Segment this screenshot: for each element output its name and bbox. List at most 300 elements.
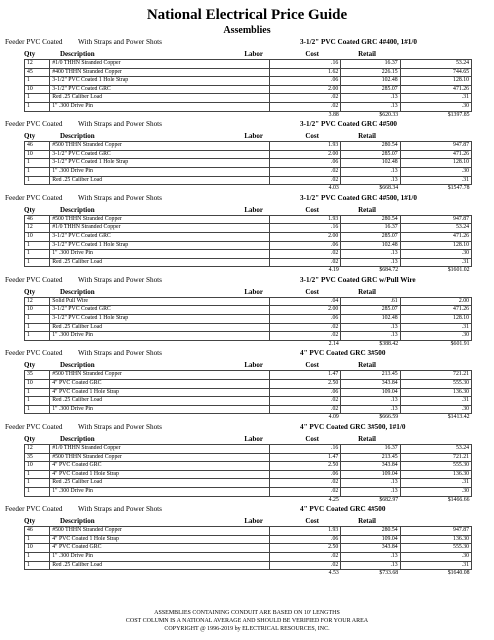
cell-labor: .02 — [270, 250, 341, 259]
cell-labor: 2.00 — [270, 306, 341, 315]
total-labor: 4.25 — [270, 496, 341, 504]
cell-cost: 102.48 — [341, 159, 400, 168]
cell-retail: .30 — [400, 487, 471, 496]
cell-qty: 46 — [25, 142, 50, 151]
header-description: Description — [60, 287, 95, 296]
section-category: Feeder PVC Coated — [5, 193, 63, 202]
total-row — [25, 267, 472, 275]
cell-qty: 12 — [25, 297, 50, 306]
section-category: Feeder PVC Coated — [5, 349, 63, 358]
cell-cost: .13 — [341, 405, 400, 414]
total-spacer — [25, 414, 50, 422]
cell-description: 4" PVC Coated GRC — [50, 380, 270, 389]
total-row — [25, 496, 472, 504]
section-header — [0, 193, 494, 204]
table-row — [25, 487, 472, 496]
cell-description: Red .25 Caliber Load — [50, 479, 270, 488]
cell-qty: 10 — [25, 462, 50, 471]
total-cost: $682.97 — [341, 496, 400, 504]
cell-description: 3-1/2" PVC Coated 1 Hole Strap — [50, 241, 270, 250]
total-retail: $1547.78 — [400, 185, 471, 193]
cell-cost: 109.04 — [341, 535, 400, 544]
cell-qty: 1 — [25, 561, 50, 570]
cell-cost: .13 — [341, 102, 400, 111]
cell-cost: 213.45 — [341, 371, 400, 380]
cell-description: Red .25 Caliber Load — [50, 397, 270, 406]
cell-qty: 10 — [25, 232, 50, 241]
items-table — [24, 444, 472, 504]
table-row — [25, 68, 472, 77]
total-spacer — [25, 340, 50, 348]
section-assembly-name: 3-1/2" PVC Coated GRC w/Pull Wire — [300, 275, 416, 284]
cell-retail: .31 — [400, 397, 471, 406]
cell-description: 4" PVC Coated 1 Hole Strap — [50, 470, 270, 479]
total-cost: $620.33 — [341, 111, 400, 119]
cell-retail: 744.65 — [400, 68, 471, 77]
cell-labor: .02 — [270, 332, 341, 341]
cell-retail: 128.10 — [400, 315, 471, 324]
cell-qty: 45 — [25, 68, 50, 77]
cell-retail: 471.26 — [400, 150, 471, 159]
header-retail: Retail — [358, 287, 376, 296]
column-headers — [0, 130, 494, 141]
total-cost: $388.42 — [341, 340, 400, 348]
cell-labor: .04 — [270, 297, 341, 306]
section-method: With Straps and Power Shots — [78, 193, 162, 202]
total-spacer — [50, 496, 270, 504]
cell-qty: 10 — [25, 544, 50, 553]
total-retail: $1601.02 — [400, 267, 471, 275]
table-row — [25, 479, 472, 488]
header-labor: Labor — [244, 205, 263, 214]
cell-cost: .13 — [341, 167, 400, 176]
cell-qty: 12 — [25, 445, 50, 454]
items-table — [24, 526, 472, 578]
cell-cost: 226.15 — [341, 68, 400, 77]
header-labor: Labor — [244, 50, 263, 58]
section-category: Feeder PVC Coated — [5, 505, 63, 514]
total-row — [25, 111, 472, 119]
total-spacer — [25, 267, 50, 275]
cell-description: #500 THHN Stranded Copper — [50, 527, 270, 536]
cell-labor: .06 — [270, 241, 341, 250]
cell-labor: 1.47 — [270, 371, 341, 380]
cell-cost: 343.84 — [341, 380, 400, 389]
assembly-section — [0, 37, 494, 119]
header-retail: Retail — [358, 132, 376, 141]
cell-retail: 947.87 — [400, 215, 471, 224]
footer-copyright: COPYRIGHT @ 1996-2019 by ELECTRICAL RESOURCES, INC. — [164, 626, 330, 632]
cell-cost: 213.45 — [341, 453, 400, 462]
cell-retail: 721.21 — [400, 371, 471, 380]
cell-retail: .31 — [400, 323, 471, 332]
cell-labor: .02 — [270, 479, 341, 488]
header-labor: Labor — [244, 361, 263, 370]
cell-qty: 1 — [25, 250, 50, 259]
assembly-section — [0, 275, 494, 349]
cell-qty: 1 — [25, 397, 50, 406]
cell-labor: .16 — [270, 60, 341, 69]
header-labor: Labor — [244, 435, 263, 443]
section-header — [0, 348, 494, 359]
cell-qty: 1 — [25, 535, 50, 544]
total-spacer — [25, 111, 50, 119]
items-table — [24, 141, 472, 193]
cell-description: 1" .300 Drive Pin — [50, 102, 270, 111]
section-category: Feeder PVC Coated — [5, 275, 63, 284]
cell-labor: .02 — [270, 397, 341, 406]
table-row — [25, 232, 472, 241]
cell-qty: 1 — [25, 258, 50, 267]
cell-retail: .31 — [400, 479, 471, 488]
table-row — [25, 142, 472, 151]
cell-qty: 1 — [25, 176, 50, 185]
cell-description: Solid Pull Wire — [50, 297, 270, 306]
table-row — [25, 323, 472, 332]
table-row — [25, 371, 472, 380]
cell-labor: .02 — [270, 561, 341, 570]
cell-description: #500 THHN Stranded Copper — [50, 371, 270, 380]
table-row — [25, 297, 472, 306]
cell-cost: .13 — [341, 250, 400, 259]
header-cost: Cost — [305, 205, 319, 214]
table-row — [25, 224, 472, 233]
assembly-sections — [0, 37, 494, 578]
cell-qty: 35 — [25, 371, 50, 380]
total-spacer — [50, 267, 270, 275]
cell-qty: 1 — [25, 487, 50, 496]
section-category: Feeder PVC Coated — [5, 423, 63, 431]
column-headers — [0, 515, 494, 526]
header-retail: Retail — [358, 517, 376, 526]
section-header — [0, 37, 494, 48]
header-labor: Labor — [244, 517, 263, 526]
cell-cost: 16.37 — [341, 224, 400, 233]
assembly-section — [0, 504, 494, 578]
header-description: Description — [60, 361, 95, 370]
header-cost: Cost — [305, 517, 319, 526]
cell-qty: 1 — [25, 323, 50, 332]
total-labor: 4.53 — [270, 570, 341, 578]
cell-retail: 947.87 — [400, 527, 471, 536]
table-row — [25, 77, 472, 86]
footer-note-cost: COST COLUMN IS A NATIONAL AVERAGE AND SHOULD BE VERIFIED FOR YOUR AREA — [125, 618, 369, 624]
header-description: Description — [60, 205, 95, 214]
assembly-section — [0, 422, 494, 504]
cell-labor: 1.93 — [270, 142, 341, 151]
cell-description: 3-1/2" PVC Coated 1 Hole Strap — [50, 77, 270, 86]
section-category: Feeder PVC Coated — [5, 38, 63, 46]
header-description: Description — [60, 50, 95, 58]
cell-cost: 102.48 — [341, 241, 400, 250]
assembly-section — [0, 119, 494, 193]
section-header — [0, 504, 494, 515]
header-retail: Retail — [358, 205, 376, 214]
cell-description: 1" .300 Drive Pin — [50, 332, 270, 341]
cell-retail: 53.24 — [400, 445, 471, 454]
header-qty: Qty — [24, 205, 36, 214]
cell-qty: 1 — [25, 315, 50, 324]
cell-retail: .31 — [400, 258, 471, 267]
table-row — [25, 102, 472, 111]
cell-labor: .02 — [270, 405, 341, 414]
table-row — [25, 453, 472, 462]
cell-cost: .13 — [341, 552, 400, 561]
cell-cost: 109.04 — [341, 388, 400, 397]
cell-labor: 1.93 — [270, 215, 341, 224]
cell-description: 4" PVC Coated GRC — [50, 544, 270, 553]
cell-labor: .06 — [270, 470, 341, 479]
cell-labor: 2.00 — [270, 85, 341, 94]
footer-note-lengths: ASSEMBLIES CONTAINING CONDUIT ARE BASED ON 10' LENGTHS — [154, 610, 340, 616]
header-cost: Cost — [305, 287, 319, 296]
table-row — [25, 397, 472, 406]
table-row — [25, 561, 472, 570]
cell-qty: 1 — [25, 552, 50, 561]
cell-labor: 2.00 — [270, 232, 341, 241]
items-table — [24, 297, 472, 349]
table-row — [25, 94, 472, 103]
cell-retail: 471.26 — [400, 232, 471, 241]
table-row — [25, 150, 472, 159]
section-assembly-name: 3-1/2" PVC Coated GRC 4#500, 1#1/0 — [300, 193, 417, 202]
table-row — [25, 306, 472, 315]
cell-retail: .30 — [400, 102, 471, 111]
cell-labor: 1.93 — [270, 527, 341, 536]
cell-labor: .06 — [270, 388, 341, 397]
cell-labor: .16 — [270, 445, 341, 454]
cell-retail: 555.30 — [400, 462, 471, 471]
cell-qty: 1 — [25, 332, 50, 341]
cell-description: Red .25 Caliber Load — [50, 176, 270, 185]
total-spacer — [25, 570, 50, 578]
cell-qty: 35 — [25, 453, 50, 462]
cell-labor: .16 — [270, 224, 341, 233]
table-row — [25, 527, 472, 536]
cell-labor: .06 — [270, 315, 341, 324]
header-cost: Cost — [305, 435, 319, 443]
cell-description: 3-1/2" PVC Coated GRC — [50, 150, 270, 159]
table-row — [25, 85, 472, 94]
cell-cost: .13 — [341, 332, 400, 341]
cell-cost: 102.48 — [341, 77, 400, 86]
cell-qty: 1 — [25, 94, 50, 103]
table-row — [25, 380, 472, 389]
section-method: With Straps and Power Shots — [78, 349, 162, 358]
cell-description: #1/0 THHN Stranded Copper — [50, 60, 270, 69]
total-row — [25, 340, 472, 348]
header-labor: Labor — [244, 132, 263, 141]
cell-qty: 12 — [25, 60, 50, 69]
total-labor: 4.19 — [270, 267, 341, 275]
cell-cost: 285.07 — [341, 232, 400, 241]
cell-qty: 46 — [25, 527, 50, 536]
total-spacer — [50, 414, 270, 422]
page-title: National Electrical Price Guide — [146, 7, 348, 23]
cell-cost: 280.54 — [341, 215, 400, 224]
cell-description: #400 THHN Stranded Copper — [50, 68, 270, 77]
cell-retail: 53.24 — [400, 224, 471, 233]
cell-labor: .02 — [270, 258, 341, 267]
cell-labor: .02 — [270, 167, 341, 176]
items-table — [24, 59, 472, 119]
cell-retail: .30 — [400, 552, 471, 561]
cell-retail: 471.26 — [400, 85, 471, 94]
header-description: Description — [60, 435, 95, 443]
table-row — [25, 315, 472, 324]
cell-description: 3-1/2" PVC Coated 1 Hole Strap — [50, 315, 270, 324]
header-retail: Retail — [358, 50, 376, 58]
cell-description: 1" .300 Drive Pin — [50, 250, 270, 259]
total-retail: $601.91 — [400, 340, 471, 348]
cell-labor: 2.50 — [270, 380, 341, 389]
total-cost: $668.34 — [341, 185, 400, 193]
cell-labor: .02 — [270, 176, 341, 185]
cell-qty: 10 — [25, 380, 50, 389]
cell-cost: .13 — [341, 176, 400, 185]
cell-labor: .02 — [270, 94, 341, 103]
header-retail: Retail — [358, 435, 376, 443]
table-row — [25, 258, 472, 267]
cell-description: 3-1/2" PVC Coated GRC — [50, 306, 270, 315]
header-qty: Qty — [24, 517, 36, 526]
cell-labor: 2.50 — [270, 462, 341, 471]
cell-retail: 555.30 — [400, 380, 471, 389]
section-category: Feeder PVC Coated — [5, 120, 63, 129]
header-cost: Cost — [305, 132, 319, 141]
cell-labor: .06 — [270, 77, 341, 86]
cell-labor: 2.00 — [270, 150, 341, 159]
header-qty: Qty — [24, 287, 36, 296]
items-table — [24, 370, 472, 422]
cell-qty: 1 — [25, 405, 50, 414]
section-assembly-name: 3-1/2" PVC Coated GRC 4#400, 1#1/0 — [300, 38, 417, 46]
header-qty: Qty — [24, 361, 36, 370]
table-row — [25, 445, 472, 454]
section-header — [0, 422, 494, 433]
cell-labor: .06 — [270, 535, 341, 544]
cell-retail: .31 — [400, 94, 471, 103]
cell-description: #1/0 THHN Stranded Copper — [50, 445, 270, 454]
cell-retail: 128.10 — [400, 241, 471, 250]
table-row — [25, 176, 472, 185]
header-qty: Qty — [24, 132, 36, 141]
cell-retail: 721.21 — [400, 453, 471, 462]
table-row — [25, 332, 472, 341]
table-row — [25, 159, 472, 168]
cell-description: 4" PVC Coated GRC — [50, 462, 270, 471]
header-cost: Cost — [305, 361, 319, 370]
cell-qty: 1 — [25, 388, 50, 397]
cell-retail: 136.30 — [400, 388, 471, 397]
cell-retail: 128.10 — [400, 77, 471, 86]
cell-description: 1" .300 Drive Pin — [50, 552, 270, 561]
total-cost: $684.72 — [341, 267, 400, 275]
cell-retail: .30 — [400, 167, 471, 176]
section-method: With Straps and Power Shots — [78, 120, 162, 129]
section-method: With Straps and Power Shots — [78, 38, 162, 46]
cell-qty: 10 — [25, 85, 50, 94]
cell-qty: 1 — [25, 102, 50, 111]
cell-qty: 10 — [25, 150, 50, 159]
cell-labor: .02 — [270, 552, 341, 561]
column-headers — [0, 48, 494, 59]
total-retail: $1466.66 — [400, 496, 471, 504]
header-qty: Qty — [24, 435, 36, 443]
cell-description: 3-1/2" PVC Coated GRC — [50, 232, 270, 241]
section-method: With Straps and Power Shots — [78, 275, 162, 284]
cell-labor: .02 — [270, 102, 341, 111]
table-row — [25, 535, 472, 544]
section-assembly-name: 4" PVC Coated GRC 3#500, 1#1/0 — [300, 423, 406, 431]
cell-retail: 128.10 — [400, 159, 471, 168]
cell-cost: 343.84 — [341, 544, 400, 553]
total-row — [25, 414, 472, 422]
cell-retail: .30 — [400, 250, 471, 259]
section-header — [0, 119, 494, 130]
header-qty: Qty — [24, 50, 36, 58]
cell-qty: 46 — [25, 215, 50, 224]
table-row — [25, 470, 472, 479]
cell-cost: 16.37 — [341, 445, 400, 454]
cell-description: Red .25 Caliber Load — [50, 258, 270, 267]
table-row — [25, 405, 472, 414]
cell-description: #1/0 THHN Stranded Copper — [50, 224, 270, 233]
total-labor: 4.03 — [270, 185, 341, 193]
table-row — [25, 388, 472, 397]
cell-retail: 555.30 — [400, 544, 471, 553]
cell-retail: .30 — [400, 405, 471, 414]
table-row — [25, 215, 472, 224]
section-header — [0, 275, 494, 286]
total-cost: $733.68 — [341, 570, 400, 578]
cell-qty: 1 — [25, 479, 50, 488]
total-retail: $1397.85 — [400, 111, 471, 119]
cell-retail: .31 — [400, 561, 471, 570]
cell-cost: 285.07 — [341, 85, 400, 94]
cell-retail: 947.87 — [400, 142, 471, 151]
column-headers — [0, 359, 494, 370]
cell-retail: 471.26 — [400, 306, 471, 315]
header-cost: Cost — [305, 50, 319, 58]
table-row — [25, 250, 472, 259]
cell-cost: .13 — [341, 561, 400, 570]
cell-retail: 2.00 — [400, 297, 471, 306]
cell-qty: 1 — [25, 470, 50, 479]
header-description: Description — [60, 517, 95, 526]
table-row — [25, 60, 472, 69]
cell-description: Red .25 Caliber Load — [50, 561, 270, 570]
total-row — [25, 570, 472, 578]
section-assembly-name: 4" PVC Coated GRC 4#500 — [300, 505, 386, 514]
cell-cost: 109.04 — [341, 470, 400, 479]
total-labor: 2.14 — [270, 340, 341, 348]
total-retail: $1413.42 — [400, 414, 471, 422]
column-headers — [0, 204, 494, 215]
items-table — [24, 215, 472, 275]
cell-description: 1" .300 Drive Pin — [50, 167, 270, 176]
assembly-section — [0, 348, 494, 422]
total-labor: 4.09 — [270, 414, 341, 422]
cell-labor: .02 — [270, 323, 341, 332]
cell-retail: 136.30 — [400, 535, 471, 544]
cell-cost: .13 — [341, 397, 400, 406]
cell-cost: 280.54 — [341, 527, 400, 536]
cell-description: 1" .300 Drive Pin — [50, 405, 270, 414]
cell-cost: 16.37 — [341, 60, 400, 69]
table-row — [25, 552, 472, 561]
cell-cost: .13 — [341, 323, 400, 332]
